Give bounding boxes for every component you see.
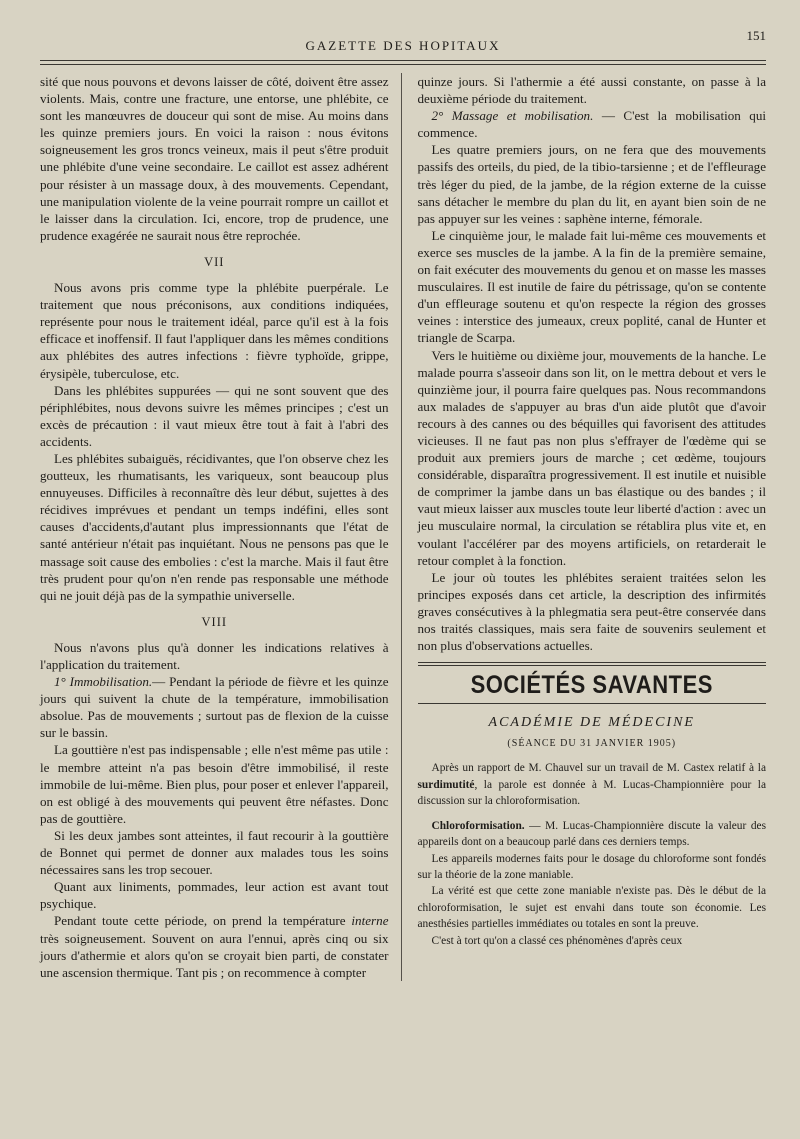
subheading: 1° Immobilisation.	[54, 674, 153, 690]
right-column	[410, 73, 767, 981]
paragraph: C'est à tort qu'on a classé ces phénomènes d'après ceux	[431, 934, 683, 947]
paragraph: 1° Immobilisation.— Pendant la période de fièvre et les quinze jours qui suivent la chute de la température, immobilisation absolue. Pas de mouvements ; surtout pas de flexion de la cuisse sur le bassin.	[40, 674, 389, 741]
paragraph: Le jour où toutes les phlébites seraient traitées selon les principes exposés dans cet article, la description des infirmités graves consécutives à la phlegmatia sera peut-être conservée dans nos traités classiques, mais sera faite de souvenirs seulement et non plus d'observations actuelles.	[417, 569, 767, 654]
session-date: (SÉANCE DU 31 JANVIER 1905)	[507, 738, 677, 750]
header-rule	[40, 60, 766, 61]
paragraph: La gouttière n'est pas indispensable ; elle n'est même pas utile : le membre atteint n'a pas besoin d'être immobilisé, il reste immobile de lui-même. Bien plus, pour poser et enlever l'appareil, on est obligé à des mouvements qui peuvent être néfastes. Donc pas de gouttière.	[40, 742, 389, 826]
paragraph: sité que nous pouvons et devons laisser de côté, doivent être assez violents. Mais, contre une fracture, une entorse, une phlébite, ce sont les manœuvres de douceur qui sont de mise. Au moins dans les quinze premiers jours. En voici la raison : nous évitons soigneusement les gros troncs veineux, mais il peut s'être produit une phlébite d'une veine secondaire. Le caillot est assez adhérent pour résister à un massage doux, à des mouvements. Cependant, une manipulation violente de la veine pourrait rompre un caillot et le laisser dans la circulation. Ici, encore, trop de prudence, une prudence exagérée ne saurait nous être reprochée.	[40, 74, 389, 243]
paragraph: Les quatre premiers jours, on ne fera que des mouvements passifs des orteils, du pied, de la tibio-tarsienne ; et de l'effleurage très léger du pied, de la jambe, de la région externe de la cuisse sans détacher le membre du plan du lit, en ayant bien soin de ne pas appuyer sur les veines : saphène interne, fémorale.	[417, 142, 767, 226]
paragraph: Les phlébites subaiguës, récidivantes, que l'on observe chez les goutteux, les rhumatisants, les variqueux, sont beaucoup plus ennuyeuses. Difficiles à reconnaître dès leur début, sujettes à des récidives imprévues et pendant un temps indéfini, elles sont causes d'accidents,d'autant plus impressionnants que l'état de santé antérieur n'était pas inquiétant. Nous ne pensons pas que le massage soit cause des embolies : c'est la marche. Mais il faut être très prudent pour qu'on n'en rende pas responsable une méthode qui ne jouit déjà pas de la sympathie universelle.	[40, 450, 389, 603]
paragraph: quinze jours. Si l'athermie a été aussi constante, on passe à la deuxième période du traitement.	[417, 74, 767, 107]
paragraph: Les appareils modernes faits pour le dosage du chloroforme sont fondés sur la théorie de la zone maniable.	[417, 852, 767, 881]
subheading: 2° Massage et mobilisation.	[431, 108, 594, 124]
page-number: 151	[746, 28, 766, 43]
subsection-heading: ACADÉMIE DE MÉDECINE	[488, 715, 695, 731]
subheading: Chloroformisation.	[431, 819, 525, 832]
paragraph: Le cinquième jour, le malade fait lui-même ces mouvements et exerce ses muscles de la jambe. A la fin de la première semaine, on fait exécuter des mouvements du genou et on masse les masses musculaires. Il est inutile de faire du pétrissage, qu'on se contente d'un effleurage soutenu et qu'on respecte la région des grosses veines : interstice des jumeaux, creux poplité, canal de Hunter et triangle de Scarpa.	[417, 227, 767, 346]
columns	[40, 73, 766, 981]
paragraph: 2° Massage et mobilisation. — C'est la mobilisation qui commence.	[417, 108, 767, 141]
journal-title: GAZETTE DES HOPITAUX	[305, 38, 501, 53]
column-divider	[401, 73, 402, 981]
paragraph: La vérité est que cette zone maniable n'existe pas. Dès le début de la chloroformisation, le sujet est envahi dans toute son économie. Les anesthésies partielles immédiates ou totales en sont la preuve.	[417, 885, 767, 931]
paragraph: Chloroformisation. — M. Lucas-Championnière discute la valeur des appareils dont on a beaucoup parlé dans ces derniers temps.	[417, 819, 767, 849]
paragraph: Nous avons pris comme type la phlébite puerpérale. Le traitement que nous préconisons, aux conditions indiquées, représente pour nous le traitement idéal, parce qu'il est à la fois efficace et inoffensif. Il faut l'appliquer dans les mêmes conditions aux phlébites des autres infections : fièvre typhoïde, grippe, érysipèle, tuberculose, etc.	[40, 280, 389, 381]
paragraph: Nous n'avons plus qu'à donner les indications relatives à l'application du traitement.	[40, 639, 389, 672]
report-body	[418, 760, 767, 948]
header-rule-2	[40, 64, 766, 65]
section-heading: SOCIÉTÉS SAVANTES	[470, 670, 713, 700]
paragraph: Pendant toute cette période, on prend la température interne très soigneusement. Souvent on aura l'ennui, après cinq ou six jours d'athermie et alors qu'on se croyait bien parti, de constater une ascension thermique. Tant pis ; on recommence à compter	[40, 913, 389, 980]
section-number: VII	[204, 254, 225, 269]
section-rule	[418, 662, 767, 666]
paragraph: Si les deux jambes sont atteintes, il faut recourir à la gouttière de Bonnet qui permet de donner aux malades tous les soins nécessaires sans les trop secouer.	[40, 827, 389, 878]
paragraph: Quant aux liniments, pommades, leur action est avant tout psychique.	[40, 879, 389, 912]
paragraph: Après un rapport de M. Chauvel sur un travail de M. Castex relatif à la surdimutité, la parole est donnée à M. Lucas-Championnière pour la discussion sur la chloroformisation.	[417, 762, 767, 808]
page-header	[40, 26, 766, 53]
left-column	[40, 73, 401, 981]
heading-rule	[418, 703, 767, 704]
paragraph: Vers le huitième ou dixième jour, mouvements de la hanche. Le malade pourra s'asseoir dans son lit, on le mettra debout et vers le quinzième jour, il pourra faire quelques pas. Nous recommandons aux malades de s'appuyer au bras d'un aide plutôt que d'avoir recours à des cannes ou des béquilles qui favorisent des attitudes vicieuses. Il ne faut pas non plus s'effrayer de l'œdème qui se produit aux premiers jours de marche ; cet œdème, toujours considérable, disparaîtra progressivement. Il est inutile et nuisible de comprimer la jambe dans un bas élastique ou des bandes ; il vaut mieux laisser aux muscles toute leur liberté d'action : avec un jeu musculaire normal, la circulation se rétablira plus vite et, en voulant l'accélérer par des moyens artificiels, on retarderait le retour complet à la fonction.	[417, 347, 767, 568]
section-number: VIII	[201, 614, 228, 629]
paragraph: Dans les phlébites suppurées — qui ne sont souvent que des périphlébites, nous devons suivre les mêmes principes ; c'est un excès de précaution : il vaut mieux être tout à fait à l'abri des accidents.	[40, 382, 389, 449]
